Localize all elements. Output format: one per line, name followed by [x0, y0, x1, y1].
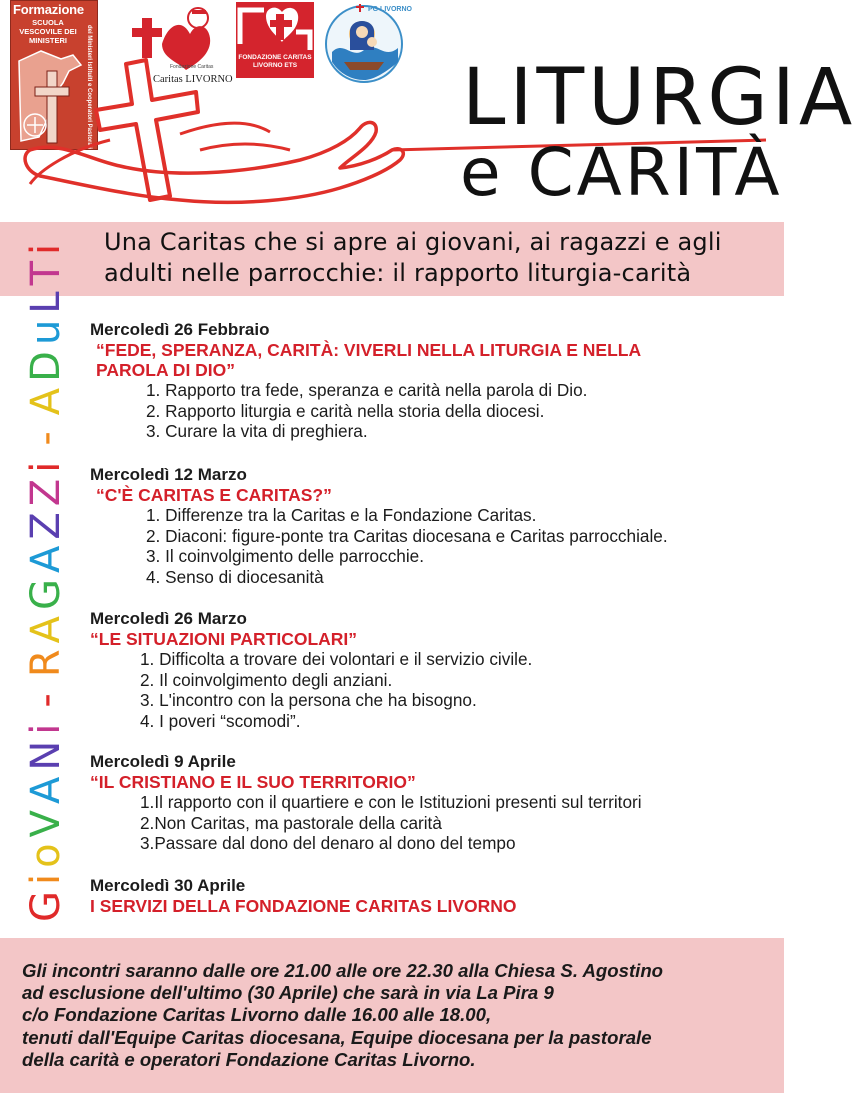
session-2: [90, 465, 790, 587]
session-title: “C'È CARITAS E CARITAS?”: [96, 485, 332, 505]
vertical-label-char: N: [23, 734, 69, 771]
page-title-liturgia: LITURGIA: [462, 53, 856, 143]
vertical-label-char: G: [23, 572, 69, 610]
vertical-label: [20, 237, 72, 922]
session-5: [90, 876, 790, 916]
list-item: 2. Diaconi: figure-ponte tra Caritas diocesana e Caritas parrocchiale.: [146, 525, 668, 546]
footer-info: [22, 960, 782, 1071]
vertical-label-char: V: [23, 804, 69, 838]
vertical-label-char: A: [23, 539, 69, 573]
session-title: “IL CRISTIANO E IL SUO TERRITORIO”: [90, 772, 416, 792]
session-4: [90, 752, 790, 854]
vertical-label-char: G: [23, 885, 69, 922]
list-item: 1. Differenze tra la Caritas e la Fondazione Caritas.: [146, 505, 537, 525]
formazione-vertical-text: dei Ministeri Istituiti e Cooperatori Pastorali: [86, 25, 92, 150]
vertical-label-char: Z: [23, 472, 69, 507]
pg-logo-text: PG LIVORNO: [368, 6, 412, 13]
list-item: 4. I poveri “scomodi”.: [140, 710, 301, 731]
session-1: [90, 320, 790, 442]
formazione-subtitle: SCUOLA VESCOVILE DEI MINISTERI: [19, 18, 77, 45]
list-item: 3.Passare dal dono del denaro al dono del tempo: [140, 833, 516, 854]
session-items: [90, 792, 790, 854]
vertical-label-char: i: [23, 717, 69, 735]
list-item: 1. Difficolta a trovare dei volontari e il servizio civile.: [140, 649, 533, 669]
vertical-label-char: L: [23, 285, 69, 314]
vertical-label-char: -: [23, 425, 69, 446]
vertical-label-char: u: [23, 313, 69, 346]
header: [0, 0, 856, 222]
formazione-title: Formazione: [13, 2, 84, 17]
session-date: Mercoledì 30 Aprile: [90, 876, 246, 895]
vertical-label-char: A: [23, 770, 69, 805]
vertical-label-char: i: [23, 237, 69, 255]
session-date: Mercoledì 9 Aprile: [90, 752, 236, 771]
vertical-label-char: D: [23, 345, 69, 382]
list-item: 4. Senso di diocesanità: [146, 566, 324, 587]
svg-text:Fondazione Caritas: Fondazione Caritas: [170, 64, 214, 70]
vertical-label-char: -: [23, 687, 69, 708]
session-items: [90, 505, 790, 587]
footer-line: ad esclusione dell'ultimo (30 Aprile) che sarà in via La Pira 9: [22, 982, 554, 1004]
session-title: “FEDE, SPERANZA, CARITÀ: VIVERLI NELLA LITURGIA E NELLA PAROLA DI DIO”: [96, 340, 641, 380]
footer-line: della carità e operatori Fondazione Caritas Livorno.: [22, 1048, 476, 1070]
page-title-carita: e CARITÀ: [460, 134, 783, 211]
vertical-label-char: o: [23, 837, 69, 868]
list-item: 3. Il coinvolgimento delle parrocchie.: [146, 546, 425, 567]
list-item: 1.Il rapporto con il quartiere e con le Istituzioni presenti sul territori: [140, 792, 642, 812]
vertical-label-char: Z: [23, 506, 69, 540]
session-3: [90, 609, 790, 731]
footer-line: tenuti dall'Equipe Caritas diocesana, Equipe diocesana per la pastorale: [22, 1026, 652, 1048]
subtitle: Una Caritas che si apre ai giovani, ai ragazzi e agli adulti nelle parrocchie: il rapporto liturgia-carità: [104, 228, 722, 287]
caritas-logo-text: Caritas LIVORNO: [153, 74, 233, 85]
vertical-label-char: A: [23, 381, 69, 416]
fondazione-logo-text: FONDAZIONE CARITAS LIVORNO ETS: [238, 54, 312, 69]
session-title: I SERVIZI DELLA FONDAZIONE CARITAS LIVORNO: [90, 896, 517, 916]
session-date: Mercoledì 26 Marzo: [90, 609, 247, 628]
vertical-label-char: A: [23, 609, 69, 644]
footer-line: Gli incontri saranno dalle ore 21.00 alle ore 22.30 alla Chiesa S. Agostino: [22, 960, 664, 981]
list-item: 3. L'incontro con la persona che ha bisogno.: [140, 690, 477, 711]
vertical-label-char: R: [23, 643, 69, 678]
session-date: Mercoledì 12 Marzo: [90, 465, 247, 484]
vertical-label-char: i: [23, 867, 69, 885]
list-item: 2.Non Caritas, ma pastorale della carità: [140, 812, 442, 833]
list-item: 2. Rapporto liturgia e carità nella storia della diocesi.: [146, 400, 545, 421]
vertical-label-char: i: [23, 455, 69, 473]
list-item: 2. Il coinvolgimento degli anziani.: [140, 669, 393, 690]
list-item: 3. Curare la vita di preghiera.: [146, 421, 368, 442]
session-date: Mercoledì 26 Febbraio: [90, 320, 270, 339]
list-item: 1. Rapporto tra fede, speranza e carità nella parola di Dio.: [146, 380, 588, 400]
session-items: [90, 380, 790, 442]
vertical-label-char: T: [23, 254, 69, 286]
session-items: [90, 649, 790, 731]
session-title: “LE SITUAZIONI PARTICOLARI”: [90, 629, 358, 649]
footer-line: c/o Fondazione Caritas Livorno dalle 16.00 alle 18.00,: [22, 1004, 492, 1026]
